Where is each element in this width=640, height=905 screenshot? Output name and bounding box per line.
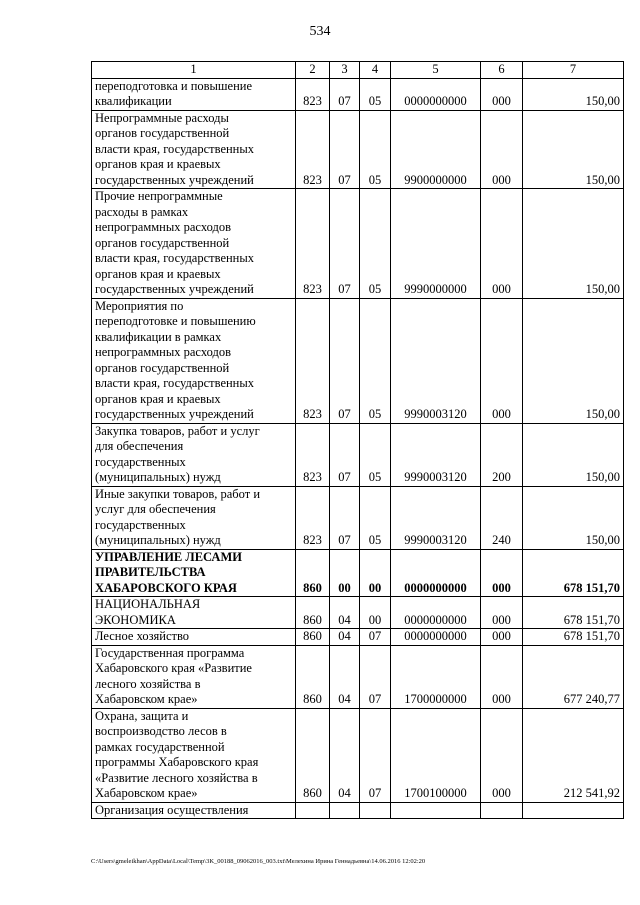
table-row xyxy=(92,597,624,629)
subsection-cell: 05 xyxy=(360,298,391,423)
target-article-cell: 9990003120 xyxy=(391,298,481,423)
section-cell: 04 xyxy=(330,708,360,802)
section-cell xyxy=(330,802,360,819)
header-cell-7: 7 xyxy=(523,62,624,79)
expense-type-cell: 000 xyxy=(481,549,523,597)
item-name-cell: Государственная программа Хабаровского края «Развитие лесного хозяйства в Хабаровском крае» xyxy=(92,645,296,708)
ministry-code-cell: 860 xyxy=(296,708,330,802)
ministry-code-cell: 823 xyxy=(296,189,330,299)
section-cell: 07 xyxy=(330,423,360,486)
section-cell: 00 xyxy=(330,549,360,597)
amount-cell: 150,00 xyxy=(523,298,624,423)
target-article-cell: 1700000000 xyxy=(391,645,481,708)
section-cell: 04 xyxy=(330,597,360,629)
ministry-code-cell: 823 xyxy=(296,298,330,423)
expense-type-cell: 000 xyxy=(481,78,523,110)
ministry-code-cell: 823 xyxy=(296,78,330,110)
section-cell: 04 xyxy=(330,645,360,708)
table-row xyxy=(92,549,624,597)
table-row xyxy=(92,423,624,486)
amount-cell: 212 541,92 xyxy=(523,708,624,802)
target-article-cell: 0000000000 xyxy=(391,78,481,110)
target-article-cell xyxy=(391,802,481,819)
ministry-code-cell: 860 xyxy=(296,629,330,646)
expense-type-cell: 000 xyxy=(481,708,523,802)
header-cell-2: 2 xyxy=(296,62,330,79)
subsection-cell xyxy=(360,802,391,819)
item-name-cell: Непрограммные расходы органов государственной власти края, государственных органов края и краевых государственных учреждений xyxy=(92,110,296,189)
table-row xyxy=(92,645,624,708)
header-cell-1: 1 xyxy=(92,62,296,79)
amount-cell: 150,00 xyxy=(523,78,624,110)
section-cell: 04 xyxy=(330,629,360,646)
ministry-code-cell: 860 xyxy=(296,549,330,597)
expense-type-cell: 000 xyxy=(481,597,523,629)
item-name-cell: Закупка товаров, работ и услуг для обеспечения государственных (муниципальных) нужд xyxy=(92,423,296,486)
subsection-cell: 05 xyxy=(360,110,391,189)
item-name-cell: УПРАВЛЕНИЕ ЛЕСАМИ ПРАВИТЕЛЬСТВА ХАБАРОВСКОГО КРАЯ xyxy=(92,549,296,597)
amount-cell: 150,00 xyxy=(523,486,624,549)
ministry-code-cell: 823 xyxy=(296,423,330,486)
amount-cell: 150,00 xyxy=(523,423,624,486)
expense-type-cell: 200 xyxy=(481,423,523,486)
expense-type-cell xyxy=(481,802,523,819)
table-row xyxy=(92,802,624,819)
header-cell-5: 5 xyxy=(391,62,481,79)
amount-cell: 677 240,77 xyxy=(523,645,624,708)
item-name-cell: Охрана, защита и воспроизводство лесов в рамках государственной программы Хабаровского края «Развитие лесного хозяйства в Хабаровском крае» xyxy=(92,708,296,802)
ministry-code-cell: 860 xyxy=(296,597,330,629)
item-name-cell: НАЦИОНАЛЬНАЯ ЭКОНОМИКА xyxy=(92,597,296,629)
subsection-cell: 07 xyxy=(360,645,391,708)
expense-type-cell: 000 xyxy=(481,629,523,646)
header-cell-3: 3 xyxy=(330,62,360,79)
target-article-cell: 9900000000 xyxy=(391,110,481,189)
section-cell: 07 xyxy=(330,486,360,549)
item-name-cell: Прочие непрограммные расходы в рамках непрограммных расходов органов государственной власти края, государственных органов края и краевых государственных учреждений xyxy=(92,189,296,299)
subsection-cell: 05 xyxy=(360,78,391,110)
item-name-cell: Лесное хозяйство xyxy=(92,629,296,646)
amount-cell: 678 151,70 xyxy=(523,549,624,597)
table-row xyxy=(92,708,624,802)
budget-table xyxy=(91,61,624,819)
table-row xyxy=(92,78,624,110)
subsection-cell: 07 xyxy=(360,708,391,802)
amount-cell: 678 151,70 xyxy=(523,629,624,646)
item-name-cell: Организация осуществления xyxy=(92,802,296,819)
target-article-cell: 0000000000 xyxy=(391,597,481,629)
subsection-cell: 05 xyxy=(360,423,391,486)
header-cell-6: 6 xyxy=(481,62,523,79)
subsection-cell: 00 xyxy=(360,549,391,597)
header-cell-4: 4 xyxy=(360,62,391,79)
target-article-cell: 9990003120 xyxy=(391,486,481,549)
subsection-cell: 05 xyxy=(360,189,391,299)
page-number: 534 xyxy=(309,24,331,39)
table-row xyxy=(92,189,624,299)
item-name-cell: Иные закупки товаров, работ и услуг для обеспечения государственных (муниципальных) нужд xyxy=(92,486,296,549)
table-row xyxy=(92,629,624,646)
target-article-cell: 9990003120 xyxy=(391,423,481,486)
target-article-cell: 0000000000 xyxy=(391,629,481,646)
item-name-cell: Мероприятия по переподготовке и повышению квалификации в рамках непрограммных расходов органов государственной власти края, государственных органов края и краевых государственных учреждений xyxy=(92,298,296,423)
target-article-cell: 0000000000 xyxy=(391,549,481,597)
amount-cell: 150,00 xyxy=(523,110,624,189)
section-cell: 07 xyxy=(330,78,360,110)
item-name-cell: переподготовка и повышение квалификации xyxy=(92,78,296,110)
amount-cell: 150,00 xyxy=(523,189,624,299)
subsection-cell: 05 xyxy=(360,486,391,549)
table-row xyxy=(92,298,624,423)
amount-cell: 678 151,70 xyxy=(523,597,624,629)
subsection-cell: 07 xyxy=(360,629,391,646)
ministry-code-cell: 860 xyxy=(296,645,330,708)
expense-type-cell: 000 xyxy=(481,189,523,299)
ministry-code-cell: 823 xyxy=(296,110,330,189)
target-article-cell: 9990000000 xyxy=(391,189,481,299)
ministry-code-cell: 823 xyxy=(296,486,330,549)
amount-cell xyxy=(523,802,624,819)
subsection-cell: 00 xyxy=(360,597,391,629)
expense-type-cell: 000 xyxy=(481,645,523,708)
expense-type-cell: 000 xyxy=(481,298,523,423)
expense-type-cell: 240 xyxy=(481,486,523,549)
header-row xyxy=(92,62,624,79)
ministry-code-cell xyxy=(296,802,330,819)
section-cell: 07 xyxy=(330,298,360,423)
table-row xyxy=(92,110,624,189)
table-row xyxy=(92,486,624,549)
expense-type-cell: 000 xyxy=(481,110,523,189)
section-cell: 07 xyxy=(330,189,360,299)
target-article-cell: 1700100000 xyxy=(391,708,481,802)
section-cell: 07 xyxy=(330,110,360,189)
file-path-footer: C:\Users\gmeleikhan\AppData\Local\Temp\3K_00188_09062016_003.txt\Мелехина Ирина Геннадьевна\14.06.2016 12:02:20 xyxy=(91,858,426,865)
